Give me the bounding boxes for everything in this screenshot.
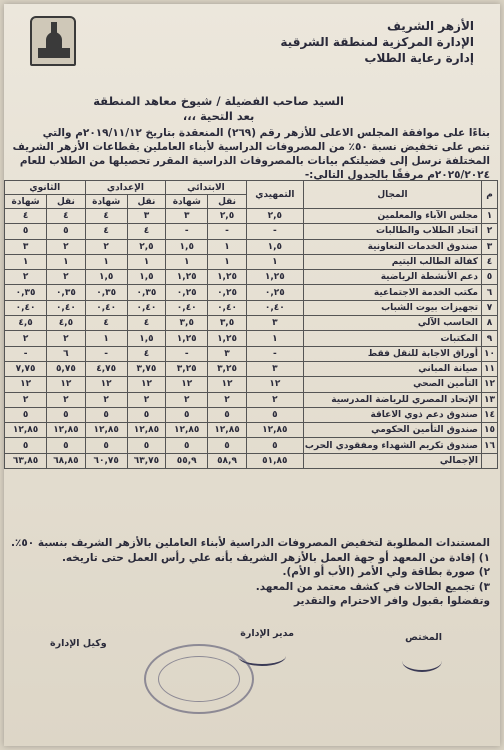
row-value-s_n: ٢	[47, 270, 85, 285]
total-value-s_n: ٦٨,٨٥	[47, 453, 85, 468]
row-number: ١٠	[482, 346, 498, 361]
header-secondary-certificate: شهادة	[5, 195, 47, 209]
signature-director-label: وكيل الإدارة	[50, 638, 107, 649]
row-value-m_c: ٠,٣٥	[85, 285, 127, 300]
row-value-prep: ١	[246, 331, 303, 346]
row-value-s_c: -	[5, 346, 47, 361]
row-number: ٥	[482, 270, 498, 285]
row-value-m_c: ٥	[85, 407, 127, 422]
row-value-m_n: ٠,٤٠	[127, 300, 165, 315]
intro-paragraph	[10, 126, 490, 182]
row-value-prep: ٢	[246, 392, 303, 407]
row-value-s_c: ٢	[5, 331, 47, 346]
fees-table	[4, 180, 498, 469]
row-value-s_n: ٢	[47, 239, 85, 254]
row-value-s_c: ٠,٣٥	[5, 285, 47, 300]
row-value-m_c: ١	[85, 331, 127, 346]
row-value-m_c: ٤	[85, 224, 127, 239]
official-stamp	[144, 644, 254, 714]
row-value-s_n: ٦	[47, 346, 85, 361]
row-value-m_n: ٤	[127, 316, 165, 331]
row-value-s_c: ٤	[5, 209, 47, 224]
row-number: ٨	[482, 316, 498, 331]
row-item: صيانة المباني	[303, 361, 481, 376]
row-value-p_c: ٥	[166, 407, 208, 422]
row-item: صندوق الخدمات التعاونية	[303, 239, 481, 254]
signature-reviewer-mark	[402, 650, 442, 672]
intro-line-2: تنص على تخفيض نسبة ٥٠٪ من المصروفات الدراسية لأبناء العاملين بقطاعات الأزهر الشريف	[12, 141, 490, 153]
table-row	[5, 331, 498, 346]
header-middle-transfer: نقل	[127, 195, 165, 209]
row-value-m_n: ٥	[127, 407, 165, 422]
row-value-m_n: ١,٥	[127, 331, 165, 346]
row-value-prep: ٣	[246, 316, 303, 331]
row-value-s_c: ٧,٧٥	[5, 361, 47, 376]
total-value-p_n: ٥٨,٩	[208, 453, 246, 468]
header-line-1: الأزهر الشريف	[386, 19, 474, 33]
row-value-m_c: ١,٥	[85, 270, 127, 285]
row-value-m_n: ١,٥	[127, 270, 165, 285]
row-value-s_n: ١٢	[47, 377, 85, 392]
row-value-p_c: -	[166, 346, 208, 361]
row-value-p_c: ٢	[166, 392, 208, 407]
header-item: المجال	[303, 181, 481, 209]
row-item: التأمين الصحي	[303, 377, 481, 392]
row-item: الحاسب الآلي	[303, 316, 481, 331]
row-value-prep: ٥	[246, 438, 303, 453]
docs-item-3: ٣) تجميع الحالات في كشف معتمد من المعهد.	[255, 580, 490, 593]
row-value-s_c: ٠,٤٠	[5, 300, 47, 315]
docs-item-2: ٢) صورة بطاقة ولي الأمر (الأب أو الأم).	[282, 566, 490, 578]
row-value-s_c: ١٢,٨٥	[5, 423, 47, 438]
intro-line-4: ٢٠٢٥/٢٠٢٤م مرفقًا بالجدول التالي:-	[304, 169, 490, 181]
header-primary-transfer: نقل	[208, 195, 246, 209]
azhar-logo	[30, 16, 76, 66]
intro-line-1: بناءًا على موافقة المجلس الاعلى للأزهر رقم (٢٦٩) المنعقدة بتاريخ ٢٠١٩/١١/١٢م والتي	[42, 127, 490, 139]
header-primary: الابتدائي	[166, 181, 247, 195]
signature-reviewer-label: المختص	[405, 632, 442, 643]
table-row	[5, 346, 498, 361]
row-value-prep: ١	[246, 254, 303, 269]
row-value-prep: ٥	[246, 407, 303, 422]
required-documents	[10, 536, 490, 609]
row-item: مجلس الآباء والمعلمين	[303, 209, 481, 224]
row-value-m_c: ١	[85, 254, 127, 269]
row-value-p_n: ٣,٢٥	[208, 361, 246, 376]
row-value-s_n: ٢	[47, 331, 85, 346]
row-value-m_c: ٢	[85, 239, 127, 254]
row-number: ٢	[482, 224, 498, 239]
row-item: الإتحاد المصري للرياضة المدرسية	[303, 392, 481, 407]
row-number: ٧	[482, 300, 498, 315]
row-item: اتحاد الطلاب والطالبات	[303, 224, 481, 239]
header-secondary-transfer: نقل	[47, 195, 85, 209]
row-value-prep: -	[246, 224, 303, 239]
row-value-p_c: ١,٢٥	[166, 331, 208, 346]
header-middle: الإعدادي	[85, 181, 166, 195]
row-value-p_n: ٥	[208, 407, 246, 422]
row-value-m_n: ٢	[127, 392, 165, 407]
row-value-prep: ٠,٢٥	[246, 285, 303, 300]
row-value-m_c: ١٢,٨٥	[85, 423, 127, 438]
table-row	[5, 285, 498, 300]
row-value-s_n: ٥	[47, 407, 85, 422]
row-value-m_n: ٢,٥	[127, 239, 165, 254]
total-number-blank	[482, 453, 498, 468]
row-value-prep: ٢,٥	[246, 209, 303, 224]
table-row	[5, 209, 498, 224]
header-primary-certificate: شهادة	[166, 195, 208, 209]
header-preparatory: التمهيدي	[246, 181, 303, 209]
fees-table-body	[5, 209, 498, 469]
row-value-prep: ١,٥	[246, 239, 303, 254]
row-value-p_n: ١	[208, 254, 246, 269]
row-number: ٤	[482, 254, 498, 269]
row-number: ١٤	[482, 407, 498, 422]
docs-item-1: ١) إفادة من المعهد أو جهة العمل بالأزهر الشريف بأنه علي رأس العمل حتى تاريخه.	[61, 551, 490, 564]
row-value-p_n: ١٢,٨٥	[208, 423, 246, 438]
row-value-prep: ١,٢٥	[246, 270, 303, 285]
row-value-s_n: ٤,٥	[47, 316, 85, 331]
row-number: ١١	[482, 361, 498, 376]
row-value-m_n: ١	[127, 254, 165, 269]
row-value-s_c: ٣	[5, 239, 47, 254]
row-value-m_c: ٤,٧٥	[85, 361, 127, 376]
row-value-s_n: ٥,٧٥	[47, 361, 85, 376]
row-item: كفالة الطالب اليتيم	[303, 254, 481, 269]
row-value-p_n: ١,٢٥	[208, 331, 246, 346]
total-value-prep: ٥١,٨٥	[246, 453, 303, 468]
row-value-prep: ٣	[246, 361, 303, 376]
row-value-m_c: ١٢	[85, 377, 127, 392]
total-value-m_c: ٦٠,٧٥	[85, 453, 127, 468]
row-item: دعم الأنشطة الرياضية	[303, 270, 481, 285]
row-value-m_c: ٠,٤٠	[85, 300, 127, 315]
row-value-s_n: ٤	[47, 209, 85, 224]
row-value-p_c: ٠,٢٥	[166, 285, 208, 300]
row-value-s_c: ٥	[5, 407, 47, 422]
row-value-p_n: ١,٢٥	[208, 270, 246, 285]
row-value-s_n: ١	[47, 254, 85, 269]
row-value-p_n: ٥	[208, 438, 246, 453]
row-value-m_n: ٣,٧٥	[127, 361, 165, 376]
row-value-p_c: ٣	[166, 209, 208, 224]
salutation-line-1: السيد صاحب الفضيلة / شيوخ معاهد المنطقة	[93, 94, 344, 108]
row-value-m_n: ٤	[127, 346, 165, 361]
row-item: صندوق دعم ذوي الاعاقة	[303, 407, 481, 422]
row-value-s_c: ١	[5, 254, 47, 269]
header-middle-certificate: شهادة	[85, 195, 127, 209]
table-row	[5, 407, 498, 422]
row-value-p_n: ١	[208, 239, 246, 254]
row-value-p_c: ١,٢٥	[166, 270, 208, 285]
docs-closing: وتفضلوا بقبول وافر الاحترام والتقدير	[293, 595, 490, 607]
row-value-m_n: ٥	[127, 438, 165, 453]
table-row	[5, 423, 498, 438]
table-row	[5, 438, 498, 453]
intro-line-3: المختلفة نرسل إلى فضيلتكم بيانات بالمصروفات الدراسية المقرر تحصيلها من الطلاب للعام	[19, 155, 490, 167]
row-value-p_n: ٣	[208, 346, 246, 361]
row-value-s_c: ٤,٥	[5, 316, 47, 331]
row-number: ١٥	[482, 423, 498, 438]
header-line-2: الإدارة المركزية لمنطقة الشرقية	[280, 35, 474, 49]
row-item: أوراق الاجابة للنقل فقط	[303, 346, 481, 361]
row-value-m_n: ١٢	[127, 377, 165, 392]
row-value-p_n: ٢,٥	[208, 209, 246, 224]
row-value-s_n: ٥	[47, 438, 85, 453]
row-item: مكتب الخدمة الاجتماعية	[303, 285, 481, 300]
row-value-m_c: -	[85, 346, 127, 361]
table-row	[5, 254, 498, 269]
row-item: تجهيزات بيوت الشباب	[303, 300, 481, 315]
row-value-prep: ٠,٤٠	[246, 300, 303, 315]
row-value-m_n: ١٢,٨٥	[127, 423, 165, 438]
row-value-s_n: ٥	[47, 224, 85, 239]
row-value-p_n: ١٢	[208, 377, 246, 392]
table-row	[5, 239, 498, 254]
row-value-p_n: ٠,٢٥	[208, 285, 246, 300]
row-value-m_n: ٣	[127, 209, 165, 224]
row-item: صندوق تكريم الشهداء ومفقودي الحرب	[303, 438, 481, 453]
row-value-p_n: ٣,٥	[208, 316, 246, 331]
header-secondary: الثانوي	[5, 181, 86, 195]
row-number: ٦	[482, 285, 498, 300]
row-number: ٩	[482, 331, 498, 346]
row-value-s_c: ٢	[5, 392, 47, 407]
row-value-p_c: -	[166, 224, 208, 239]
salutation-line-2: بعد التحية ،،،	[182, 109, 255, 123]
row-value-m_c: ٢	[85, 392, 127, 407]
table-row	[5, 316, 498, 331]
row-value-p_c: ٣,٢٥	[166, 361, 208, 376]
row-value-m_n: ٠,٣٥	[127, 285, 165, 300]
total-label: الإجمالي	[303, 453, 481, 468]
row-number: ١	[482, 209, 498, 224]
row-value-prep: -	[246, 346, 303, 361]
salutation	[93, 94, 344, 124]
table-row	[5, 270, 498, 285]
row-value-m_n: ٤	[127, 224, 165, 239]
total-value-m_n: ٦٣,٧٥	[127, 453, 165, 468]
row-value-s_c: ٥	[5, 438, 47, 453]
total-value-s_c: ٦٣,٨٥	[5, 453, 47, 468]
row-value-p_c: ٣,٥	[166, 316, 208, 331]
row-number: ١٦	[482, 438, 498, 453]
row-value-s_n: ٢	[47, 392, 85, 407]
table-row	[5, 377, 498, 392]
row-number: ١٣	[482, 392, 498, 407]
table-row	[5, 392, 498, 407]
row-value-p_c: ١٢	[166, 377, 208, 392]
row-value-s_n: ٠,٣٥	[47, 285, 85, 300]
row-value-s_n: ٠,٤٠	[47, 300, 85, 315]
row-value-s_c: ٢	[5, 270, 47, 285]
header-num: م	[482, 181, 498, 209]
row-item: صندوق التأمين الحكومي	[303, 423, 481, 438]
row-number: ٣	[482, 239, 498, 254]
row-value-m_c: ٤	[85, 209, 127, 224]
docs-title: المستندات المطلوبة لتخفيض المصروفات الدراسية لأبناء العاملين بالأزهر الشريف بنسبة ٥٠٪.	[10, 537, 490, 549]
table-row	[5, 300, 498, 315]
row-value-m_c: ٥	[85, 438, 127, 453]
row-value-p_n: -	[208, 224, 246, 239]
row-value-m_c: ٤	[85, 316, 127, 331]
header-line-3: إدارة رعاية الطلاب	[364, 51, 474, 65]
row-value-s_c: ١٢	[5, 377, 47, 392]
row-number: ١٢	[482, 377, 498, 392]
row-value-s_c: ٥	[5, 224, 47, 239]
row-value-p_c: ٥	[166, 438, 208, 453]
table-row	[5, 361, 498, 376]
signature-manager-label: مدير الإدارة	[240, 628, 294, 639]
row-item: المكتبات	[303, 331, 481, 346]
row-value-prep: ١٢,٨٥	[246, 423, 303, 438]
row-value-p_c: ١	[166, 254, 208, 269]
row-value-prep: ١٢	[246, 377, 303, 392]
row-value-p_c: ١٢,٨٥	[166, 423, 208, 438]
table-total-row	[5, 453, 498, 468]
row-value-p_n: ٢	[208, 392, 246, 407]
row-value-p_c: ١,٥	[166, 239, 208, 254]
row-value-s_n: ١٢,٨٥	[47, 423, 85, 438]
letterhead	[280, 18, 474, 66]
row-value-p_c: ٠,٤٠	[166, 300, 208, 315]
total-value-p_c: ٥٥,٩	[166, 453, 208, 468]
row-value-p_n: ٠,٤٠	[208, 300, 246, 315]
table-row	[5, 224, 498, 239]
